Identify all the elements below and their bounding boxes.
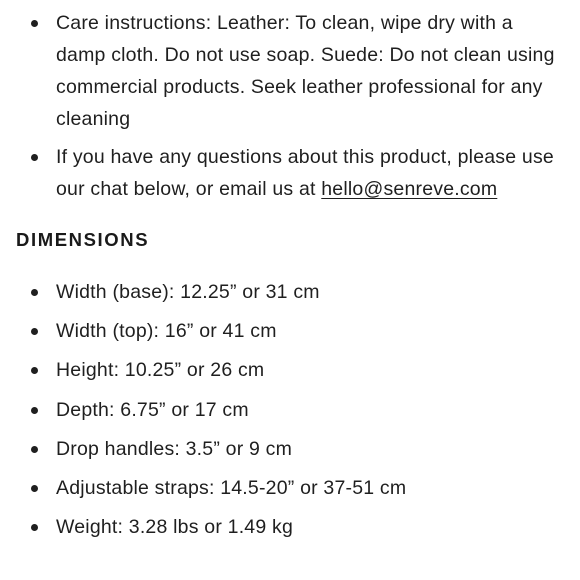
dimension-adjustable-straps: Adjustable straps: 14.5-20” or 37-51 cm xyxy=(56,476,407,499)
bullet-icon xyxy=(31,524,38,531)
bullet-icon xyxy=(31,485,38,492)
dimension-width-top: Width (top): 16” or 41 cm xyxy=(56,320,277,343)
dimension-depth: Depth: 6.75” or 17 cm xyxy=(56,398,249,421)
list-item xyxy=(16,472,566,511)
care-instructions-text: Care instructions: Leather: To clean, wipe dry with a damp cloth. Do not use soap. Suede: Do not clean using commercial products. Seek leather professional for any cleaning xyxy=(56,12,555,130)
dimensions-heading: DIMENSIONS xyxy=(16,229,150,250)
list-item xyxy=(16,511,566,550)
care-instructions-list xyxy=(16,7,566,211)
list-item xyxy=(16,276,566,315)
bullet-icon xyxy=(31,20,38,27)
list-item xyxy=(16,354,566,393)
bullet-icon xyxy=(31,367,38,374)
bullet-icon xyxy=(31,446,38,453)
dimension-drop-handles: Drop handles: 3.5” or 9 cm xyxy=(56,437,293,460)
bullet-icon xyxy=(31,328,38,335)
list-item xyxy=(16,433,566,472)
dimension-width-base: Width (base): 12.25” or 31 cm xyxy=(56,281,320,303)
list-item xyxy=(16,394,566,433)
dimension-weight: Weight: 3.28 lbs or 1.49 kg xyxy=(56,516,294,539)
bullet-icon xyxy=(31,154,38,161)
email-link[interactable]: hello@senreve.com xyxy=(321,178,498,200)
list-item xyxy=(16,141,566,205)
contact-text: If you have any questions about this product, please use our chat below, or email us at xyxy=(56,146,554,200)
list-item xyxy=(16,7,566,135)
dimension-height: Height: 10.25” or 26 cm xyxy=(56,359,265,382)
dimensions-list xyxy=(16,276,566,550)
bullet-icon xyxy=(31,289,38,296)
bullet-icon xyxy=(31,407,38,414)
list-item xyxy=(16,315,566,354)
